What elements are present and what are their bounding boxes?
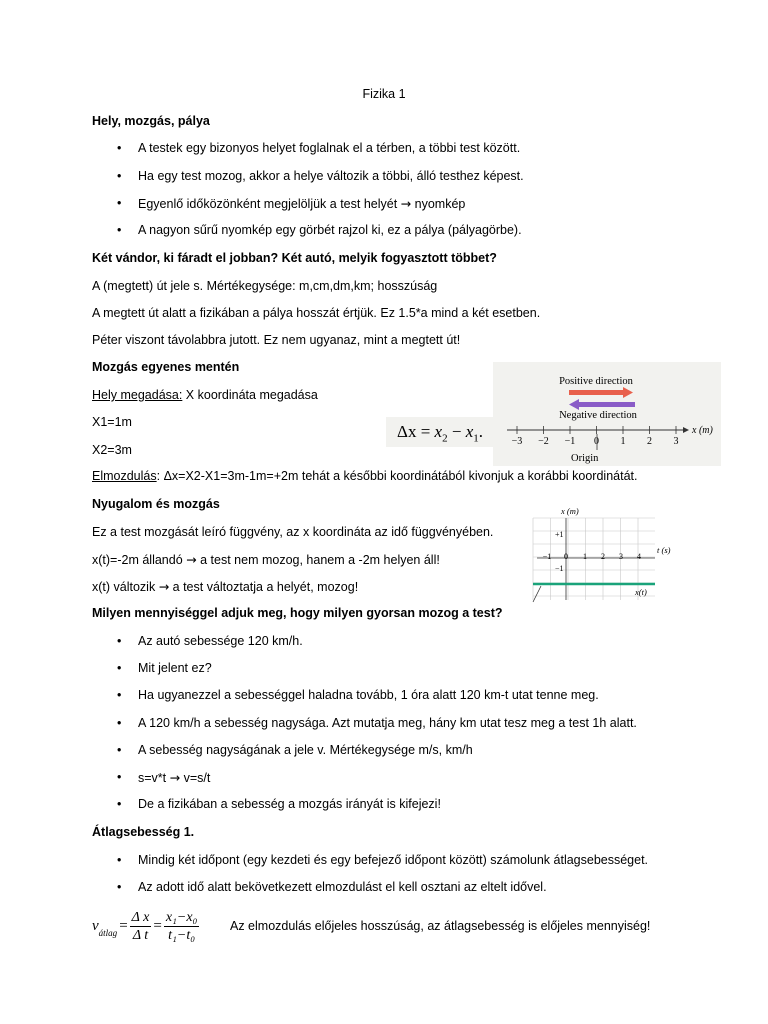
formula-equals: = <box>153 917 162 934</box>
bullet-marker: • <box>117 688 122 702</box>
x-axis-tick-label: −2 <box>538 436 549 447</box>
graph-t-unit-label: t (s) <box>657 545 671 555</box>
paragraph-tail: a test változtatja a helyét, mozog! <box>172 580 359 594</box>
bullet-marker: • <box>117 634 122 648</box>
bullet-marker: • <box>117 797 122 811</box>
position-time-graph <box>527 504 677 606</box>
bullet-marker: • <box>117 716 122 730</box>
x-axis-tick-label: −1 <box>564 436 576 447</box>
paragraph-line: Péter viszont távolabbra jutott. Ez nem ugyanaz, mint a megtett út! <box>92 333 461 347</box>
list-item <box>138 196 465 211</box>
elmozdulas-line <box>92 469 637 483</box>
bullet-marker: • <box>117 196 122 210</box>
negative-direction-label: Negative direction <box>559 410 637 421</box>
graph-x-tick-label: 0 <box>564 552 568 561</box>
formula-equals: = <box>416 422 435 441</box>
graph-diagonal-segment <box>533 586 541 602</box>
formula-minus: − <box>447 422 466 441</box>
graph-x-tick-label: 4 <box>637 552 641 561</box>
bullet-marker: • <box>117 853 122 867</box>
x2-value: X2=3m <box>92 443 132 457</box>
hely-megadasa-label: Hely megadása: <box>92 388 183 402</box>
heading-ket-vandor: Két vándor, ki fáradt el jobban? Két autó, melyik fogyasztott többet? <box>92 251 497 265</box>
heading-hely-mozgas-palya: Hely, mozgás, pálya <box>92 114 210 128</box>
number-line-figure <box>493 362 721 466</box>
formula-numerator: x₁−x₀ <box>165 909 198 925</box>
graph-x-ticks <box>543 552 641 561</box>
graph-ytick-minus1: −1 <box>555 564 564 573</box>
list-item: A testek egy bizonyos helyet foglalnak el a térben, a többi test között. <box>138 141 521 155</box>
graph-ytick-plus1: +1 <box>555 530 564 539</box>
graph-curve-label: x(t) <box>635 587 647 597</box>
formula-x2: x <box>434 422 443 441</box>
list-item: A 120 km/h a sebesség nagysága. Azt mutatja meg, hány km utat tesz meg a test 1h alatt. <box>138 716 637 730</box>
arrow-right-icon: → <box>158 579 170 594</box>
x-axis-tick-label: −3 <box>511 436 523 447</box>
formula-denominator: t₁−t₀ <box>168 927 196 943</box>
list-item: Ha ugyanezzel a sebességgel haladna tovább, 1 óra alatt 120 km-t utat tenne meg. <box>138 688 599 702</box>
graph-y-unit-label: x (m) <box>561 506 579 516</box>
x-axis-tick-label: 1 <box>620 436 626 447</box>
graph-x-tick-label: 2 <box>601 552 605 561</box>
formula-equals: = <box>119 917 128 934</box>
graph-x-tick-label: 1 <box>583 552 587 561</box>
arrow-right-icon: → <box>186 552 197 567</box>
list-item: Az adott idő alatt bekövetkezett elmozdulást el kell osztani az eltelt idővel. <box>138 880 547 894</box>
list-item: De a fizikában a sebesség a mozgás irányát is kifejezi! <box>138 797 441 811</box>
document-title: Fizika 1 <box>362 87 406 101</box>
list-item <box>138 770 210 785</box>
list-item-tail: v=s/t <box>183 771 211 785</box>
bullet-marker: • <box>117 743 122 757</box>
list-item-text: Egyenlő időközönként megjelöljük a test helyét <box>138 197 398 211</box>
formula-x1: x <box>465 422 474 441</box>
arrow-right-icon: → <box>400 196 412 211</box>
bullet-marker: • <box>117 169 122 183</box>
bullet-marker: • <box>117 141 122 155</box>
origin-label: Origin <box>571 453 599 464</box>
paragraph-line <box>92 579 358 594</box>
average-velocity-formula <box>92 906 199 946</box>
formula-numerator: Δ x <box>131 909 150 925</box>
bullet-marker: • <box>117 223 122 237</box>
formula-dot: . <box>478 422 483 441</box>
paragraph-line: A megtett út alatt a fizikában a pálya hosszát értjük. Ez 1.5*a mind a két esetben. <box>92 306 541 320</box>
list-item: Az autó sebessége 120 km/h. <box>138 634 303 648</box>
formula-x1-sub: 1 <box>473 432 479 445</box>
bullet-marker: • <box>117 661 122 675</box>
elmozdulas-label: Elmozdulás <box>92 469 157 483</box>
paragraph-tail: a test nem mozog, hanem a -2m helyen áll! <box>200 553 440 567</box>
formula-denominator: Δ t <box>132 927 149 943</box>
formula-v-sub: átlag <box>98 928 118 938</box>
x-axis-tick-label: 2 <box>647 436 652 447</box>
average-velocity-note: Az elmozdulás előjeles hosszúság, az átlagsebesség is előjeles mennyiség! <box>230 919 651 933</box>
hely-megadasa-line <box>92 388 318 402</box>
formula-fraction-delta <box>130 909 152 944</box>
positive-direction-label: Positive direction <box>559 376 633 387</box>
paragraph-line: Ez a test mozgását leíró függvény, az x koordináta az idő függvényében. <box>92 525 494 539</box>
hely-megadasa-text: X koordináta megadása <box>182 388 318 402</box>
heading-milyen-gyorsan: Milyen mennyiséggel adjuk meg, hogy milyen gyorsan mozog a test? <box>92 606 503 620</box>
formula-x2-sub: 2 <box>442 432 448 445</box>
heading-atlagsebesseg: Átlagsebesség 1. <box>92 825 195 839</box>
displacement-formula <box>386 417 494 447</box>
formula-fraction-difference <box>164 909 200 944</box>
list-item: Mindig két időpont (egy kezdeti és egy befejező időpont között) számolunk átlagsebességet. <box>138 853 649 867</box>
list-item: Mit jelent ez? <box>138 661 212 675</box>
heading-mozgas-egyenes: Mozgás egyenes mentén <box>92 360 240 374</box>
x-axis-tick-label: 3 <box>673 436 679 447</box>
bullet-marker: • <box>117 770 122 784</box>
formula-delta-x: Δx <box>397 422 417 441</box>
graph-x-tick-label: 3 <box>619 552 623 561</box>
list-item: A nagyon sűrű nyomkép egy görbét rajzol ki, ez a pálya (pályagörbe). <box>138 223 522 237</box>
list-item-text: s=v*t <box>138 771 167 785</box>
bullet-marker: • <box>117 880 122 894</box>
elmozdulas-text: : Δx=X2-X1=3m-1m=+2m tehát a későbbi koordinátából kivonjuk a korábbi koordinátát. <box>156 469 638 483</box>
arrow-right-icon: → <box>169 770 181 785</box>
list-item-tail: nyomkép <box>414 197 466 211</box>
formula-v: v <box>92 917 99 934</box>
paragraph-line <box>92 552 440 567</box>
list-item: Ha egy test mozog, akkor a helye változik a többi, álló testhez képest. <box>138 169 524 183</box>
paragraph-line: A (megtett) út jele s. Mértékegysége: m,cm,dm,km; hosszúság <box>92 279 438 293</box>
paragraph-text: x(t) változik <box>92 580 156 594</box>
x-axis-unit-label: x (m) <box>692 425 713 436</box>
paragraph-text: x(t)=-2m állandó <box>92 553 183 567</box>
heading-nyugalom-es-mozgas: Nyugalom és mozgás <box>92 497 220 511</box>
x-axis-tick-label: 0 <box>594 436 599 447</box>
graph-x-tick-label: −1 <box>542 552 552 561</box>
x1-value: X1=1m <box>92 415 132 429</box>
list-item: A sebesség nagyságának a jele v. Mértékegysége m/s, km/h <box>138 743 473 757</box>
